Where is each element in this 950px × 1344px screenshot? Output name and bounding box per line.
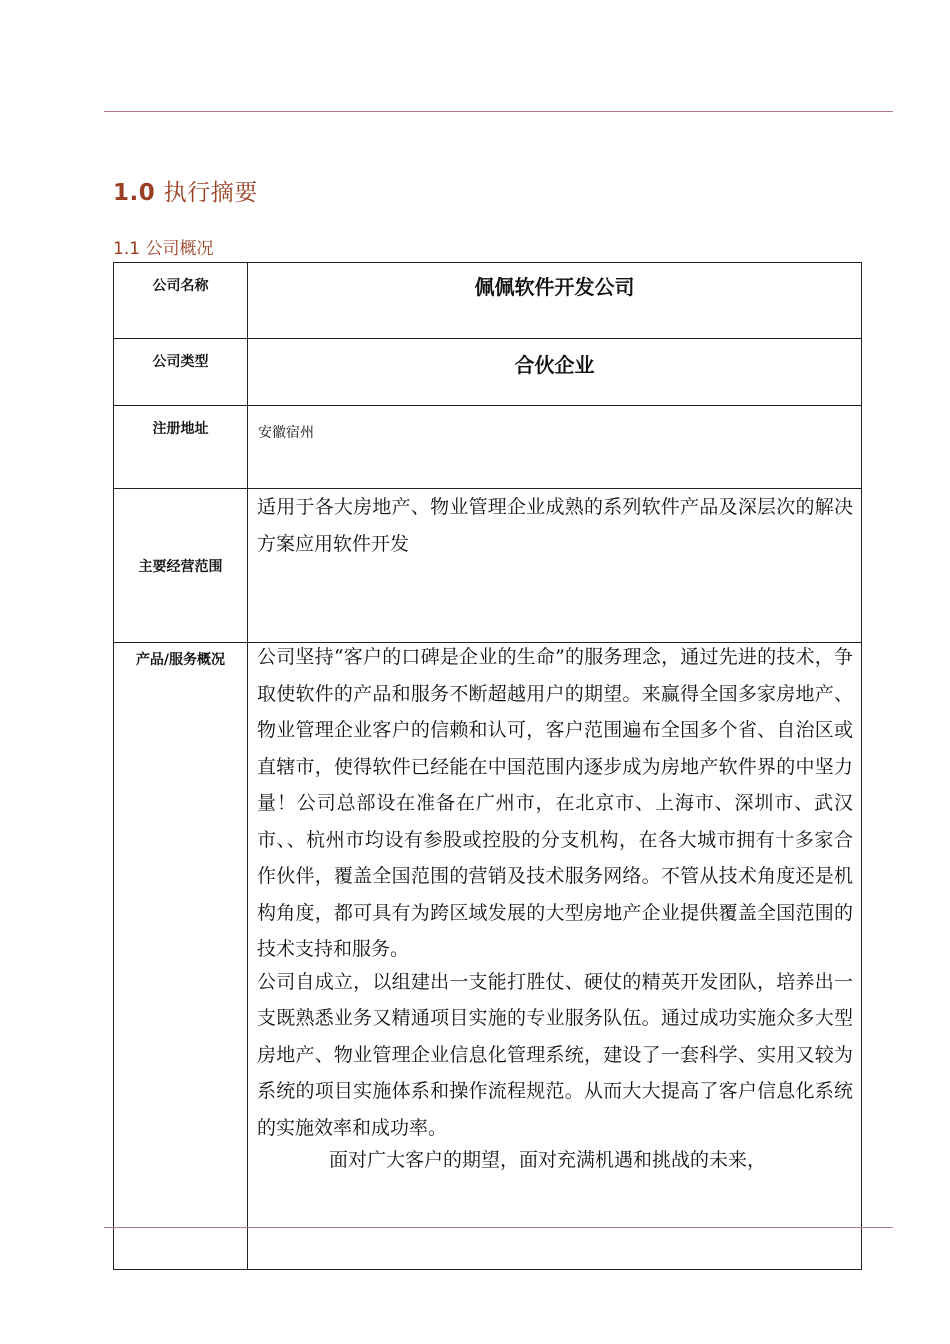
products-label: 产品/服务概况	[114, 643, 248, 1270]
address-label: 注册地址	[114, 406, 248, 489]
business-scope-value: 适用于各大房地产、物业管理企业成熟的系列软件产品及深层次的解决方案应用软件开发	[257, 496, 853, 555]
section-heading	[113, 174, 258, 207]
business-scope-label: 主要经营范围	[114, 489, 248, 643]
footer-rule	[104, 1227, 893, 1228]
company-type-label: 公司类型	[114, 339, 248, 406]
table-row	[114, 263, 862, 339]
products-paragraph-3: 面对广大客户的期望，面对充满机遇和挑战的未来，	[329, 1149, 767, 1171]
company-name-label: 公司名称	[114, 263, 248, 339]
products-paragraph-2: 公司自成立，以组建出一支能打胜仗、硬仗的精英开发团队，培养出一支既熟悉业务又精通项目实施的专业服务队伍。通过成功实施众多大型房地产、物业管理企业信息化管理系统，建设了一套科学、实用又较为系统的项目实施体系和操作流程规范。从而大大提高了客户信息化系统的实施效率和成功率。	[257, 970, 853, 1139]
section-number: 1.0	[113, 180, 156, 206]
company-type-value: 合伙企业	[514, 353, 595, 377]
table-row	[114, 489, 862, 643]
section-title: 执行摘要	[163, 180, 258, 206]
header-rule	[104, 111, 893, 112]
table-row	[114, 643, 862, 1270]
company-name-value: 佩佩软件开发公司	[474, 275, 635, 299]
company-info-table	[113, 262, 862, 1270]
table-row	[114, 339, 862, 406]
address-value: 安徽宿州	[258, 425, 314, 441]
table-row	[114, 406, 862, 489]
subsection-heading: 1.1 公司概况	[113, 239, 214, 259]
products-paragraph-1: 公司坚持“客户的口碑是企业的生命”的服务理念，通过先进的技术，争取使软件的产品和服务不断超越用户的期望。来赢得全国多家房地产、物业管理企业客户的信赖和认可，客户范围遍布全国多个省、自治区或直辖市，使得软件已经能在中国范围内逐步成为房地产软件界的中坚力量！公司总部设在准备在广州市，在北京市、上海市、深圳市、武汉市、、杭州市均设有参股或控股的分支机构，在各大城市拥有十多家合作伙伴，覆盖全国范围的营销及技术服务网络。不管从技术角度还是机构角度，都可具有为跨区域发展的大型房地产企业提供覆盖全国范围的技术支持和服务。	[257, 646, 853, 960]
